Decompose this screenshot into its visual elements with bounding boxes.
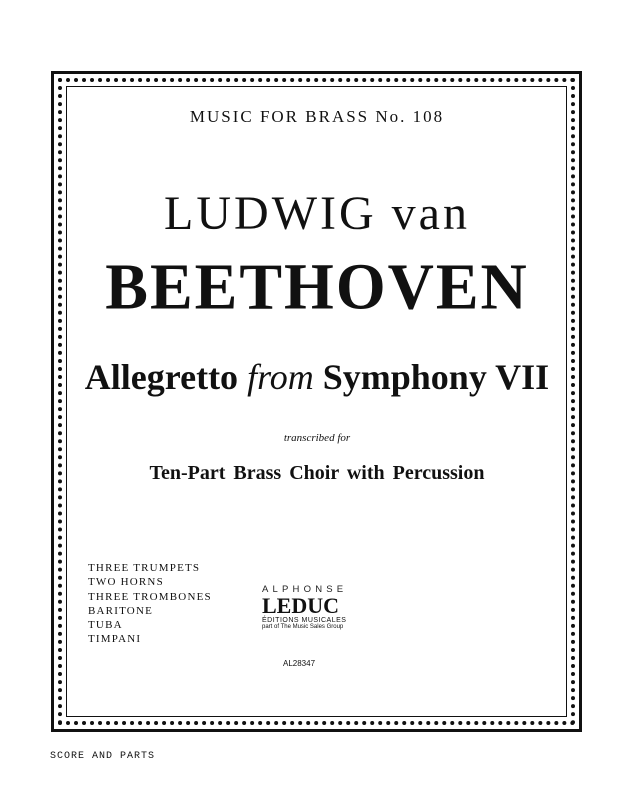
work-title-main: Allegretto [84, 357, 239, 397]
instrument-item: TWO HORNS [88, 576, 164, 589]
publisher-first-name: ALPHONSE [262, 584, 348, 595]
instrument-item: TUBA [88, 619, 123, 632]
scoring-description: Ten-Part Brass Choir with Percussion [149, 462, 485, 484]
composer-last-name: BEETHOVEN [105, 250, 529, 323]
transcribed-for-label: transcribed for [283, 432, 351, 444]
publisher-subtitle: ÉDITIONS MUSICALES [262, 617, 347, 624]
catalog-number: AL28347 [283, 659, 316, 668]
composer-first-name: LUDWIG van [164, 187, 470, 240]
publisher-name: LEDUC [262, 593, 340, 618]
work-title [0, 356, 634, 398]
work-title-symphony: Symphony VII [322, 357, 550, 397]
instrument-item: THREE TRUMPETS [88, 562, 201, 574]
instrument-item: THREE TROMBONES [88, 590, 212, 603]
instrument-list [88, 561, 212, 647]
score-and-parts-label: SCORE AND PARTS [50, 751, 156, 762]
instrument-item: TIMPANI [88, 633, 142, 646]
publisher-logo [262, 584, 372, 630]
series-title: MUSIC FOR BRASS No. 108 [189, 107, 445, 126]
publisher-group: part of The Music Sales Group [262, 624, 344, 630]
work-title-from: from [247, 357, 314, 397]
instrument-item: BARITONE [88, 604, 154, 617]
